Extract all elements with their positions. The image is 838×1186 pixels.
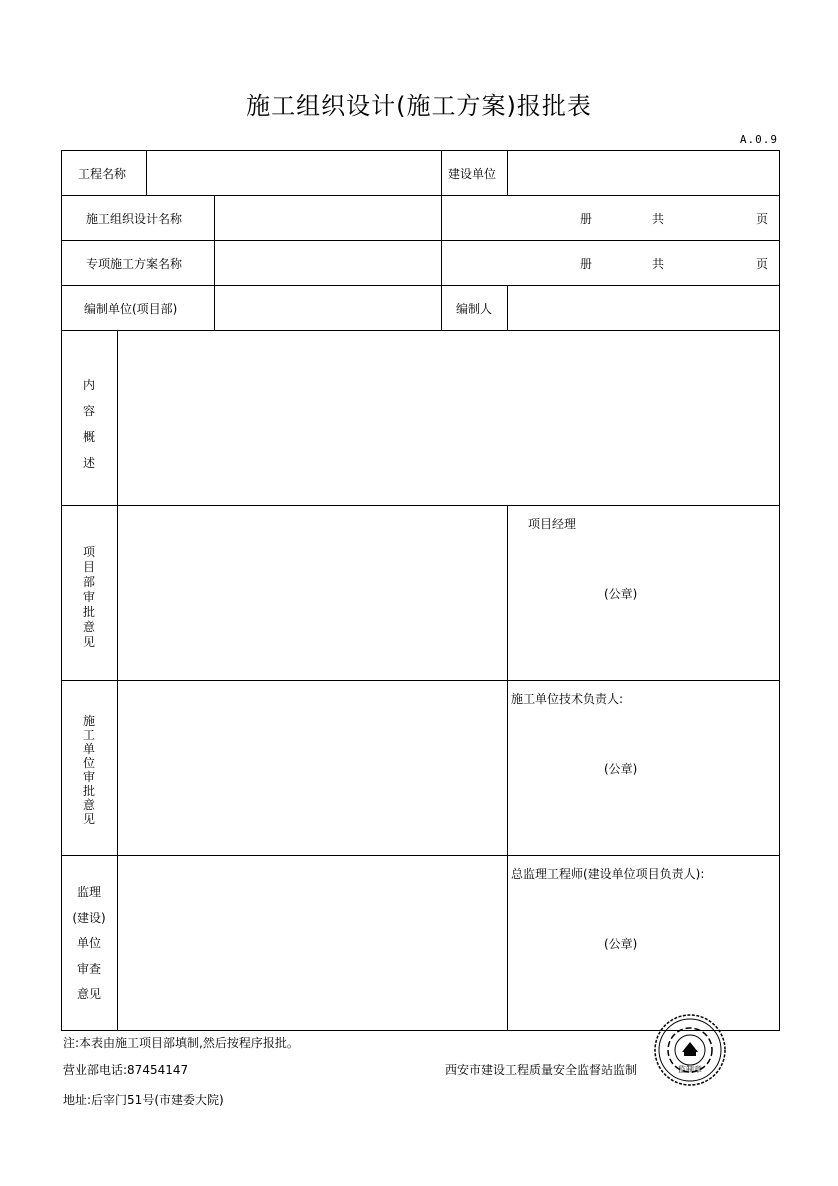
label-char: 审: [82, 590, 95, 604]
label-char: 意: [82, 798, 95, 812]
project-name-label: 工程名称: [78, 167, 127, 181]
summary-char: 内: [82, 378, 95, 392]
label-char: 单: [82, 742, 95, 756]
volume-label: 册: [580, 257, 593, 271]
footer-phone: 营业部电话:87454147: [63, 1063, 189, 1077]
row-divider: [61, 240, 780, 241]
label-char: 位: [82, 756, 95, 770]
total-label: 共: [652, 212, 665, 226]
summary-char: 容: [82, 404, 95, 418]
row-divider: [61, 285, 780, 286]
supervision-review-label: [64, 880, 114, 1008]
summary-char: 概: [82, 430, 95, 444]
label-char: 意: [82, 620, 95, 634]
volume-label: 册: [580, 212, 593, 226]
form-table: [61, 150, 780, 1031]
compiler-unit-label: 编制单位(项目部): [84, 302, 178, 316]
row-divider: [61, 680, 780, 681]
summary-label: [74, 372, 104, 476]
official-seal-text: (公章): [604, 762, 638, 776]
col-divider: [507, 150, 508, 195]
label-char: 目: [82, 560, 95, 574]
label-word: 审查: [76, 961, 101, 976]
row-divider: [61, 330, 780, 331]
page-label: 页: [756, 212, 769, 226]
footer-note: 注:本表由施工项目部填制,然后按程序报批。: [63, 1036, 299, 1050]
col-divider: [146, 150, 147, 195]
official-seal-text: (公章): [604, 937, 638, 951]
stamp-text: 监制章: [678, 1065, 702, 1074]
col-divider: [507, 505, 508, 1031]
form-code: A.0.9: [739, 133, 778, 146]
row-divider: [61, 855, 780, 856]
label-char: 部: [82, 575, 95, 589]
row-divider: [61, 505, 780, 506]
col-divider: [117, 330, 118, 1031]
col-divider: [441, 195, 442, 330]
summary-char: 述: [82, 456, 95, 470]
label-word: 监理: [76, 885, 101, 899]
label-char: 工: [82, 728, 95, 742]
col-divider: [214, 195, 215, 330]
footer-supervisor-org: 西安市建设工程质量安全监督站监制: [445, 1063, 638, 1077]
label-word: (建设): [72, 910, 106, 925]
project-dept-approval-label: [74, 545, 104, 650]
row-divider: [61, 195, 780, 196]
label-char: 见: [82, 812, 95, 826]
label-word: 意见: [76, 987, 101, 1001]
project-manager-label: 项目经理: [528, 517, 577, 531]
label-char: 项: [82, 545, 95, 559]
builder-label: 建设单位: [448, 167, 497, 181]
footer-address: 地址:后宰门51号(市建委大院): [63, 1093, 224, 1107]
page-label: 页: [756, 257, 769, 271]
label-word: 单位: [76, 936, 101, 950]
design-name-label: 施工组织设计名称: [86, 212, 183, 226]
official-stamp-icon: [652, 1012, 728, 1088]
label-char: 批: [82, 784, 95, 798]
col-divider: [507, 285, 508, 330]
label-char: 施: [82, 714, 95, 728]
col-divider: [441, 150, 442, 195]
tech-lead-label: 施工单位技术负责人:: [511, 692, 624, 706]
total-label: 共: [652, 257, 665, 271]
construction-unit-approval-label: [74, 714, 104, 826]
official-seal-text: (公章): [604, 587, 638, 601]
special-plan-label: 专项施工方案名称: [86, 257, 183, 271]
chief-supervisor-label: 总监理工程师(建设单位项目负责人):: [511, 867, 705, 881]
label-char: 见: [82, 635, 95, 649]
label-char: 审: [82, 770, 95, 784]
form-title: 施工组织设计(施工方案)报批表: [246, 92, 592, 120]
label-char: 批: [82, 605, 95, 619]
compiler-label: 编制人: [456, 302, 493, 316]
